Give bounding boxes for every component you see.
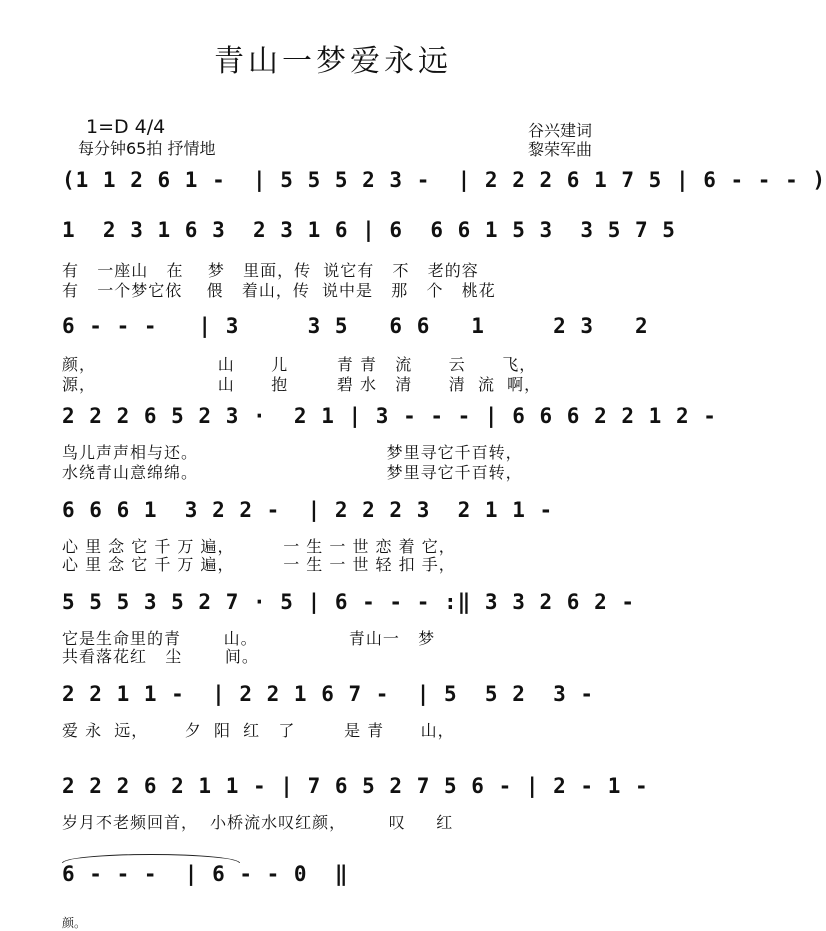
footer-lyric: 颜。 [62, 916, 87, 930]
lyric-line: 有 一座山 在 梦 里面，传 说它有 不 老的容 [62, 261, 479, 280]
lyricist-credit: 谷兴建词 [528, 121, 593, 140]
key-signature: 1=D 4/4 [86, 116, 166, 138]
composer-credit: 黎荣军曲 [528, 140, 593, 159]
notes-row: 2 2 2 6 2 1 1 - | 7 6 5 2 7 5 6 - | 2 - 1 - [62, 774, 649, 798]
lyric-line: 心 里 念 它 千 万 遍， 一 生 一 世 恋 着 它， [62, 537, 456, 556]
tie-mark [62, 854, 240, 863]
lyric-line: 心 里 念 它 千 万 遍， 一 生 一 世 轻 扣 手， [62, 555, 456, 574]
lyric-line: 它是生命里的青 山。 青山一 梦 [62, 629, 436, 648]
song-title: 青山一梦爱永远 [214, 44, 452, 79]
lyric-line: 爱 永 远， 夕 阳 红 了 是 青 山， [62, 721, 455, 740]
notes-row: 1 2 3 1 6 3 2 3 1 6 | 6 6 6 1 5 3 3 5 7 5 [62, 218, 676, 242]
notes-row: 2 2 2 6 5 2 3 · 2 1 | 3 - - - | 6 6 6 2 2 1 2 - [62, 404, 717, 428]
notes-row: 6 - - - | 6 - - 0 ‖ [62, 862, 349, 886]
notes-row: 2 2 1 1 - | 2 2 1 6 7 - | 5 5 2 3 - [62, 682, 595, 706]
notes-row: (1 1 2 6 1 - | 5 5 5 2 3 - | 2 2 2 6 1 7 5 | 6 - - - ) [62, 168, 826, 192]
lyric-line: 岁月不老频回首， 小桥流水叹红颜， 叹 红 [62, 813, 454, 832]
lyric-line: 源， 山 抱 碧 水 清 清 流 啊， [62, 375, 542, 394]
notes-row: 5 5 5 3 5 2 7 · 5 | 6 - - - :‖ 3 3 2 6 2 - [62, 590, 636, 614]
notes-row: 6 - - - | 3 3 5 6 6 1 2 3 2 [62, 314, 649, 338]
lyric-line: 水绕青山意绵绵。 梦里寻它千百转， [62, 463, 523, 482]
lyric-line: 颜， 山 儿 青 青 流 云 飞， [62, 355, 537, 374]
lyric-line: 共看落花红 尘 间。 [62, 647, 259, 666]
lyric-line: 鸟儿声声相与还。 梦里寻它千百转， [62, 443, 523, 462]
lyric-line: 有 一个梦它依 偎 着山，传 说中是 那 个 桃花 [62, 281, 496, 300]
tempo-marking: 每分钟65拍 抒情地 [78, 139, 216, 158]
notes-row: 6 6 6 1 3 2 2 - | 2 2 2 3 2 1 1 - [62, 498, 554, 522]
